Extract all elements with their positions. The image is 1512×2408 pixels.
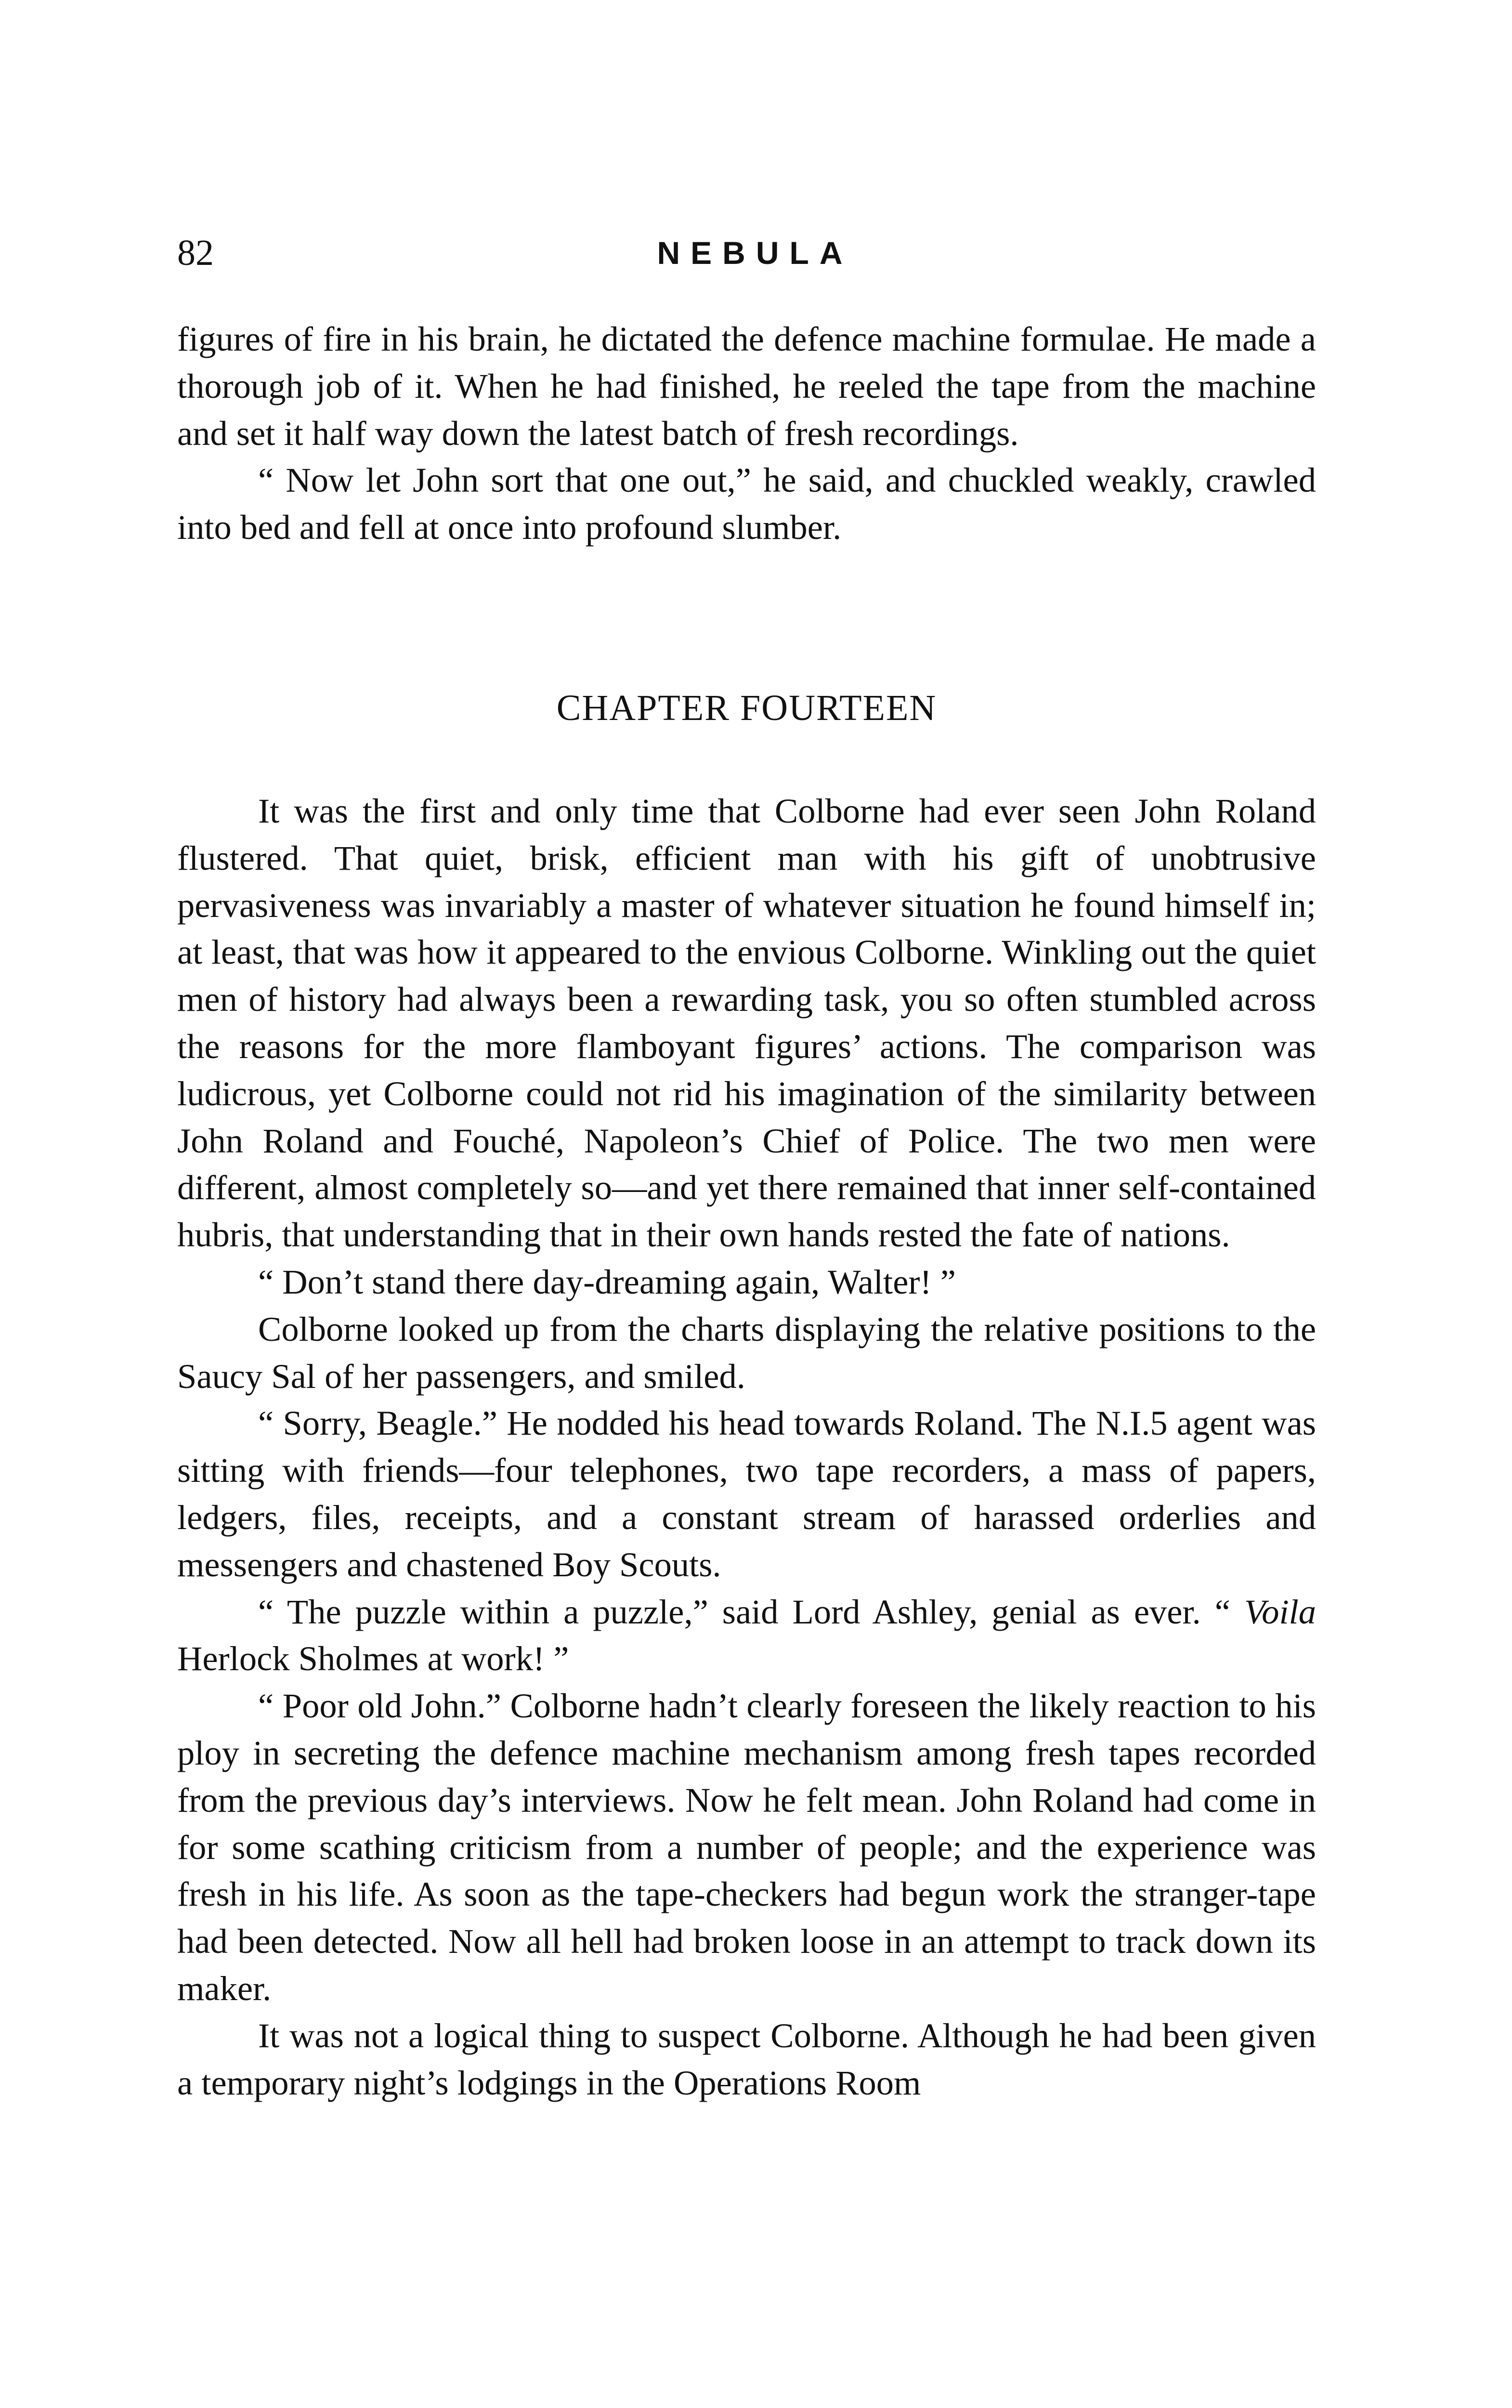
paragraph-text: “ Sorry, Beagle.” He nodded his head towards Roland. The N.I.5 agent was sitting with friends—four telephones, two tape recorders, a mass of papers, ledgers, files, receipts, and a constant stream of harassed orderlies and messengers and chastened Boy Scouts. xyxy=(177,1403,1316,1584)
chapter-text xyxy=(177,787,1316,2106)
page-number: 82 xyxy=(177,233,214,273)
paragraph: “ Now let John sort that one out,” he said, and chuckled weakly, crawled into bed and fell at once into profound slumber. xyxy=(177,460,1316,547)
chapter-heading: CHAPTER FOURTEEN xyxy=(556,688,937,728)
paragraph xyxy=(177,1588,1316,1683)
paragraph-text: It was the first and only time that Colborne had ever seen John Roland flustered. That quiet, brisk, efficient man with his gift of unobtrusive pervasiveness was invariably a master of whatever situation he found himself in; at least, that was how it appeared to the envious Colborne. Winkling out the quiet men of history had always been a rewarding task, you so often stumbled across the reasons for the more flamboyant figures’ actions. The comparison was ludicrous, yet Colborne could not rid his imagination of the similarity between John Roland and Fouché, Napoleon’s Chief of Police. The two men were different, almost completely so—and yet there remained that inner self-contained hubris, that understanding that in their own hands rested the fate of nations. xyxy=(177,791,1316,1255)
paragraph-text: “ The puzzle within a puzzle,” said Lord Ashley, genial as ever. “ xyxy=(258,1592,1244,1631)
paragraph-text: It was not a logical thing to suspect Colborne. Although he had been given a temporary night’s lodgings in the Operations Room xyxy=(177,2015,1316,2102)
paragraph-text: Herlock Sholmes at work! ” xyxy=(177,1639,569,1678)
paragraph-text: Colborne looked up from the charts displaying the relative positions to the Saucy Sal of her passengers, and smiled. xyxy=(177,1309,1316,1396)
paragraph xyxy=(177,1258,1316,1306)
paragraph: figures of fire in his brain, he dictated the defence machine formulae. He made a thorough job of it. When he had finished, he reeled the tape from the machine and set it half way down the latest batch of fresh recordings. xyxy=(177,319,1316,453)
paragraph xyxy=(177,2012,1316,2107)
running-title: NEBULA xyxy=(657,235,853,271)
paragraph xyxy=(177,1306,1316,1400)
running-head xyxy=(177,226,1333,279)
paragraph xyxy=(177,1682,1316,2012)
paragraph xyxy=(177,787,1316,1258)
italic-word: Voila xyxy=(1244,1592,1316,1631)
paragraph xyxy=(177,1400,1316,1588)
continued-text xyxy=(177,315,1316,551)
paragraph-text: “ Don’t stand there day-dreaming again, Walter! ” xyxy=(258,1262,956,1301)
paragraph-text: “ Poor old John.” Colborne hadn’t clearly foreseen the likely reaction to his ploy in secreting the defence machine mechanism among fresh tapes recorded from the previous day’s interviews. Now he felt mean. John Roland had come in for some scathing criticism from a number of people; and the experience was fresh in his life. As soon as the tape-checkers had begun work the stranger-tape had been detected. Now all hell had broken loose in an attempt to track down its maker. xyxy=(177,1686,1316,2008)
